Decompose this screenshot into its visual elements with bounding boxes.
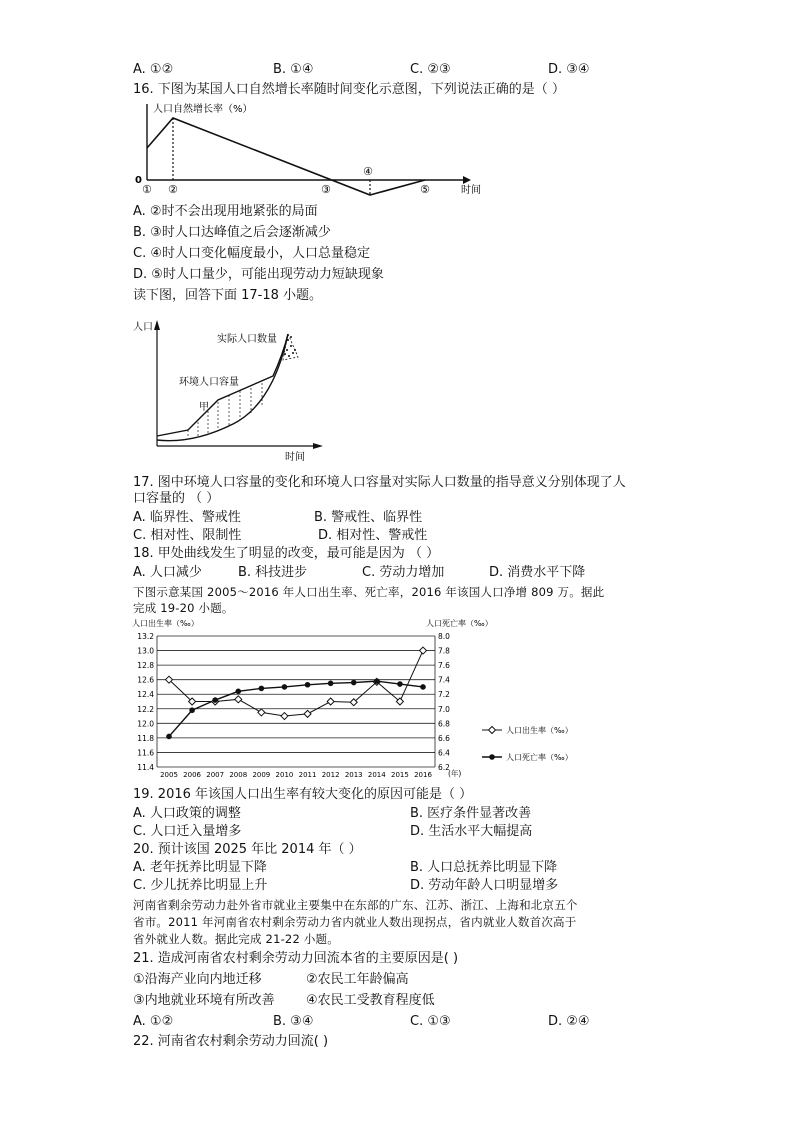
q15-option-d: D. ③④	[548, 62, 590, 77]
death-rate-point	[351, 680, 357, 686]
fig2-excess-area	[283, 334, 298, 360]
y2-tick-label: 6.6	[438, 733, 450, 743]
y2-tick-label: 8.0	[438, 632, 450, 641]
fig1-curve	[147, 118, 425, 195]
x-tick-label: 2005	[160, 771, 178, 778]
q21-option-d: D. ②④	[548, 1014, 590, 1029]
q17-stem-line1: 17. 图中环境人口容量的变化和环境人口容量对实际人口数量的指导意义分别体现了人	[133, 475, 626, 490]
intro-21-22-line3: 省外就业人数。据此完成 21-22 小题。	[133, 932, 339, 946]
y1-tick-label: 12.0	[137, 719, 154, 729]
death-rate-point	[282, 684, 288, 690]
death-rate-point	[189, 707, 195, 713]
q21-stem: 21. 造成河南省农村剩余劳动力回流本省的主要原因是( )	[133, 951, 459, 966]
fig2-jia-label: 甲	[199, 402, 209, 413]
birth-rate-point	[304, 710, 311, 717]
q17-option-c: C. 相对性、限制性	[133, 528, 242, 543]
death-rate-point	[166, 734, 172, 740]
series-markers	[166, 647, 427, 739]
q17-option-d: D. 相对性、警戒性	[318, 528, 428, 543]
y2-tick-label: 7.2	[438, 690, 450, 700]
q18-option-c: C. 劳动力增加	[362, 565, 445, 580]
death-rate-point	[397, 681, 403, 687]
fig1-mark-2: ②	[168, 183, 178, 196]
x-tick-label: 2010	[275, 771, 294, 778]
y1-tick-label: 11.6	[137, 748, 154, 758]
q16-option-d: D. ⑤时人口量少，可能出现劳动力短缺现象	[133, 267, 384, 282]
capacity-figure	[133, 312, 333, 464]
intro-19-20-line1: 下图示意某国 2005～2016 年人口出生率、死亡率，2016 年该国人口净增 809 万。据此	[133, 585, 605, 599]
q18-stem: 18. 甲处曲线发生了明显的改变，最可能是因为 （ ）	[133, 546, 440, 561]
growth-rate-figure	[133, 100, 493, 198]
birth-rate-point	[235, 696, 242, 703]
fig1-mark-3: ③	[321, 183, 331, 196]
fig2-x-label: 时间	[285, 452, 305, 463]
y1-tick-label: 13.0	[137, 646, 154, 656]
birth-rate-point	[420, 647, 427, 654]
x-tick-label: 2016	[414, 771, 432, 778]
y2-tick-label: 6.8	[438, 719, 450, 729]
death-rate-point	[212, 697, 218, 703]
y1-tick-label: 11.4	[137, 763, 154, 772]
q18-option-d: D. 消费水平下降	[489, 565, 586, 580]
series-line-0	[169, 651, 423, 717]
x-tick-label: 2012	[321, 771, 340, 778]
q17-option-b: B. 警戒性、临界性	[314, 510, 423, 525]
q16-option-b: B. ③时人口达峰值之后会逐渐减少	[133, 225, 331, 240]
fig2-capacity-label: 环境人口容量	[179, 377, 239, 388]
q18-option-a: A. 人口减少	[133, 565, 202, 580]
y1-tick-label: 12.8	[137, 661, 154, 671]
q15-option-b: B. ①④	[273, 62, 314, 77]
intro-21-22-line2: 省市。2011 年河南省农村剩余劳动力省内就业人数出现拐点，省内就业人数首次高于	[133, 915, 577, 929]
x-tick-label: 2013	[344, 771, 363, 778]
fig1-mark-5: ⑤	[420, 183, 430, 196]
fig2-x-arrow	[313, 443, 323, 449]
y1-tick-label: 11.8	[137, 733, 154, 743]
y2-tick-label: 6.2	[438, 763, 450, 772]
q19-option-c: C. 人口迁入量增多	[133, 824, 242, 839]
fig1-mark-1: ①	[142, 183, 152, 196]
death-rate-point	[374, 678, 380, 684]
birth-rate-point	[281, 713, 288, 720]
x-tick-label: 2011	[298, 771, 317, 778]
q17-option-a: A. 临界性、警戒性	[133, 510, 241, 525]
y2-tick-label: 6.4	[438, 748, 450, 758]
q19-option-a: A. 人口政策的调整	[133, 806, 241, 821]
x-tick-label: 2009	[252, 771, 271, 778]
fig1-x-label: 时间	[461, 185, 481, 196]
q21-option-b: B. ③④	[273, 1014, 314, 1029]
q21-item-4: ④农民工受教育程度低	[306, 993, 435, 1008]
q20-option-a: A. 老年抚养比明显下降	[133, 860, 267, 875]
q20-stem: 20. 预计该国 2025 年比 2014 年（ ）	[133, 842, 362, 857]
fig2-y-arrow	[154, 320, 160, 330]
q18-option-b: B. 科技进步	[238, 565, 308, 580]
fig2-actual-label: 实际人口数量	[217, 334, 277, 345]
death-rate-point	[420, 684, 426, 690]
y2-tick-label: 7.6	[438, 661, 450, 671]
x-tick-label: 2015	[390, 771, 409, 778]
fig1-zero: 0	[135, 175, 142, 186]
chart-legend	[482, 725, 573, 762]
legend-birth-marker	[489, 727, 496, 734]
birth-rate-point	[327, 698, 334, 705]
death-rate-point	[259, 686, 265, 692]
legend-death-label: 人口死亡率（‰）	[506, 753, 573, 762]
x-tick-label: 2007	[206, 771, 225, 778]
y2-tick-label: 7.4	[438, 675, 450, 685]
q19-stem: 19. 2016 年该国人口出生率有较大变化的原因可能是（ ）	[133, 787, 473, 802]
death-rate-point	[235, 689, 241, 695]
q20-option-d: D. 劳动年龄人口明显增多	[410, 878, 559, 893]
q15-option-a: A. ①②	[133, 62, 174, 77]
y2-axis-label: 人口死亡率（‰）	[426, 619, 493, 628]
q20-option-c: C. 少儿抚养比明显上升	[133, 878, 268, 893]
q21-item-1: ①沿海产业向内地迁移	[133, 972, 262, 987]
y2-tick-label: 7.8	[438, 646, 450, 656]
rate-chart	[130, 616, 590, 778]
x-tick-label: 2008	[229, 771, 248, 778]
q16-option-a: A. ②时不会出现用地紧张的局面	[133, 204, 318, 219]
q15-option-c: C. ②③	[410, 62, 451, 77]
q17-stem-line2: 口容量的 （ ）	[133, 491, 220, 506]
y1-tick-label: 12.6	[137, 675, 154, 685]
fig1-x-arrow	[463, 176, 471, 184]
fig2-y-label: 人口	[133, 322, 153, 333]
q21-option-c: C. ①③	[410, 1014, 451, 1029]
x-unit-label: (年)	[448, 769, 462, 778]
intro-21-22-line1: 河南省剩余劳动力赴外省市就业主要集中在东部的广东、江苏、浙江、上海和北京五个	[133, 898, 578, 912]
q16-option-c: C. ④时人口变化幅度最小，人口总量稳定	[133, 246, 370, 261]
fig1-mark-4: ④	[363, 165, 373, 178]
q22-stem: 22. 河南省农村剩余劳动力回流( )	[133, 1034, 329, 1049]
y1-tick-label: 12.4	[137, 690, 154, 700]
y1-axis-label: 人口出生率（‰）	[132, 619, 199, 628]
birth-rate-point	[258, 709, 265, 716]
q21-item-2: ②农民工年龄偏高	[306, 972, 409, 987]
death-rate-point	[305, 682, 311, 688]
fig1-y-label: 人口自然增长率（%）	[153, 104, 253, 115]
intro-17-18: 读下图，回答下面 17-18 小题。	[133, 288, 323, 303]
y2-tick-label: 7.0	[438, 704, 450, 714]
y1-tick-label: 12.2	[137, 704, 154, 714]
x-tick-label: 2014	[367, 771, 386, 778]
y1-tick-label: 13.2	[137, 632, 154, 641]
legend-birth-label: 人口出生率（‰）	[506, 726, 573, 735]
y2-tick-labels	[438, 632, 450, 772]
q21-option-a: A. ①②	[133, 1014, 174, 1029]
legend-death-marker	[489, 754, 495, 760]
q19-option-d: D. 生活水平大幅提高	[410, 824, 533, 839]
intro-19-20-line2: 完成 19-20 小题。	[133, 601, 234, 615]
y1-tick-labels	[137, 632, 154, 772]
q20-option-b: B. 人口总抚养比明显下降	[410, 860, 558, 875]
q19-option-b: B. 医疗条件显著改善	[410, 806, 532, 821]
x-tick-label: 2006	[183, 771, 202, 778]
x-tick-labels	[160, 771, 432, 778]
q21-item-3: ③内地就业环境有所改善	[133, 993, 275, 1008]
q16-stem: 16. 下图为某国人口自然增长率随时间变化示意图，下列说法正确的是（ ）	[133, 82, 565, 97]
death-rate-point	[328, 681, 334, 687]
